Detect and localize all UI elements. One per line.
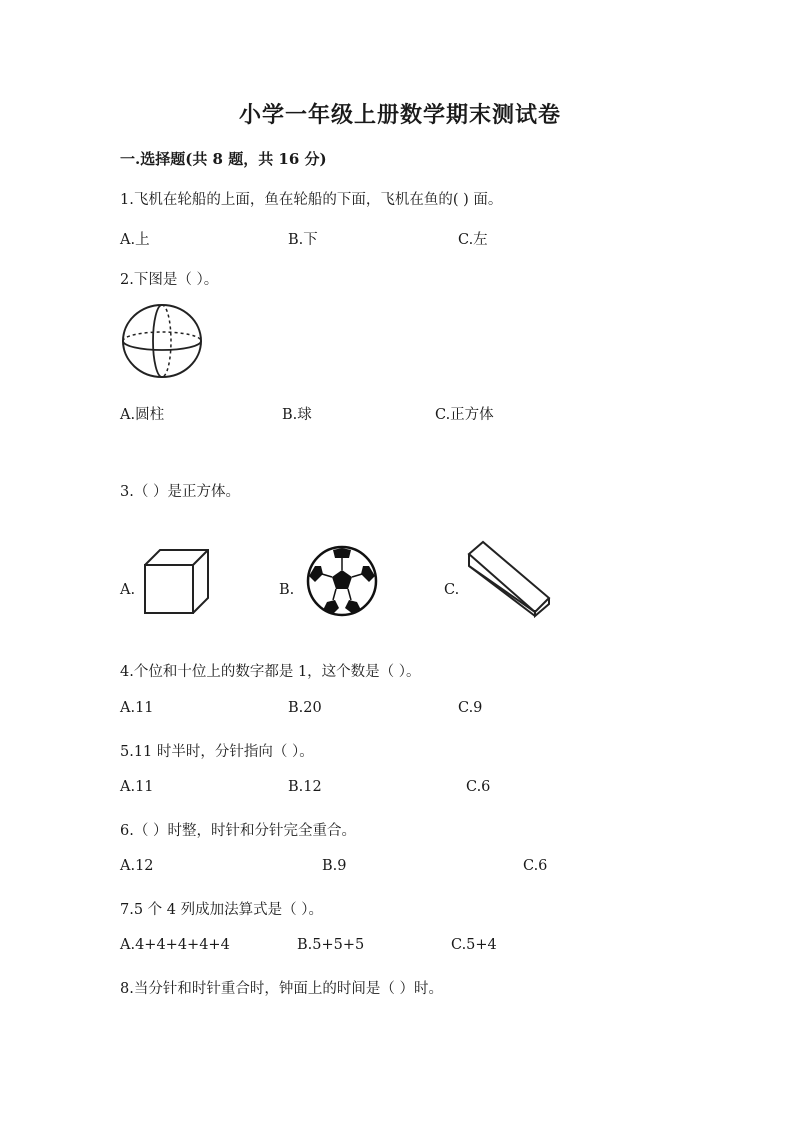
question-2: 2.下图是（ ）。 — [120, 272, 219, 288]
q7-option-b: B.5+5+5 — [297, 937, 365, 953]
q6-option-c: C.6 — [523, 858, 548, 874]
soccer-ball-icon — [305, 544, 379, 618]
q6-option-b: B.9 — [322, 858, 347, 874]
q1-option-a: A.上 — [120, 232, 150, 248]
q3-option-b: B. — [279, 582, 295, 598]
q7-option-a: A.4+4+4+4+4 — [120, 937, 230, 953]
cuboid-icon — [463, 536, 553, 618]
q4-option-a: A.11 — [120, 700, 154, 716]
q2-option-c: C.正方体 — [435, 407, 494, 423]
question-6: 6.（ ）时整，时针和分针完全重合。 — [120, 823, 356, 839]
question-1: 1.飞机在轮船的上面，鱼在轮船的下面，飞机在鱼的( ) 面。 — [120, 192, 503, 208]
question-4: 4.个位和十位上的数字都是 1，这个数是（ ）。 — [120, 664, 421, 680]
question-3: 3.（ ）是正方体。 — [120, 484, 240, 500]
q3-option-a: A. — [120, 582, 136, 598]
question-7: 7.5 个 4 列成加法算式是（ ）。 — [120, 902, 323, 918]
q2-option-b: B.球 — [282, 407, 312, 423]
sphere-icon — [120, 302, 204, 380]
q5-option-c: C.6 — [466, 779, 491, 795]
q4-option-b: B.20 — [288, 700, 322, 716]
question-5: 5.11 时半时，分针指向（ ）。 — [120, 744, 314, 760]
q1-option-b: B.下 — [288, 232, 318, 248]
q4-option-c: C.9 — [458, 700, 483, 716]
q3-option-c: C. — [444, 582, 460, 598]
question-8: 8.当分针和时针重合时，钟面上的时间是（ ）时。 — [120, 981, 443, 997]
section-heading: 一.选择题(共 8 题，共 16 分) — [120, 150, 327, 168]
q5-option-b: B.12 — [288, 779, 322, 795]
q2-option-a: A.圆柱 — [120, 407, 165, 423]
q5-option-a: A.11 — [120, 779, 154, 795]
page-title: 小学一年级上册数学期末测试卷 — [238, 102, 561, 128]
q1-option-c: C.左 — [458, 232, 488, 248]
q7-option-c: C.5+4 — [451, 937, 497, 953]
cube-icon — [140, 547, 212, 617]
q6-option-a: A.12 — [120, 858, 154, 874]
